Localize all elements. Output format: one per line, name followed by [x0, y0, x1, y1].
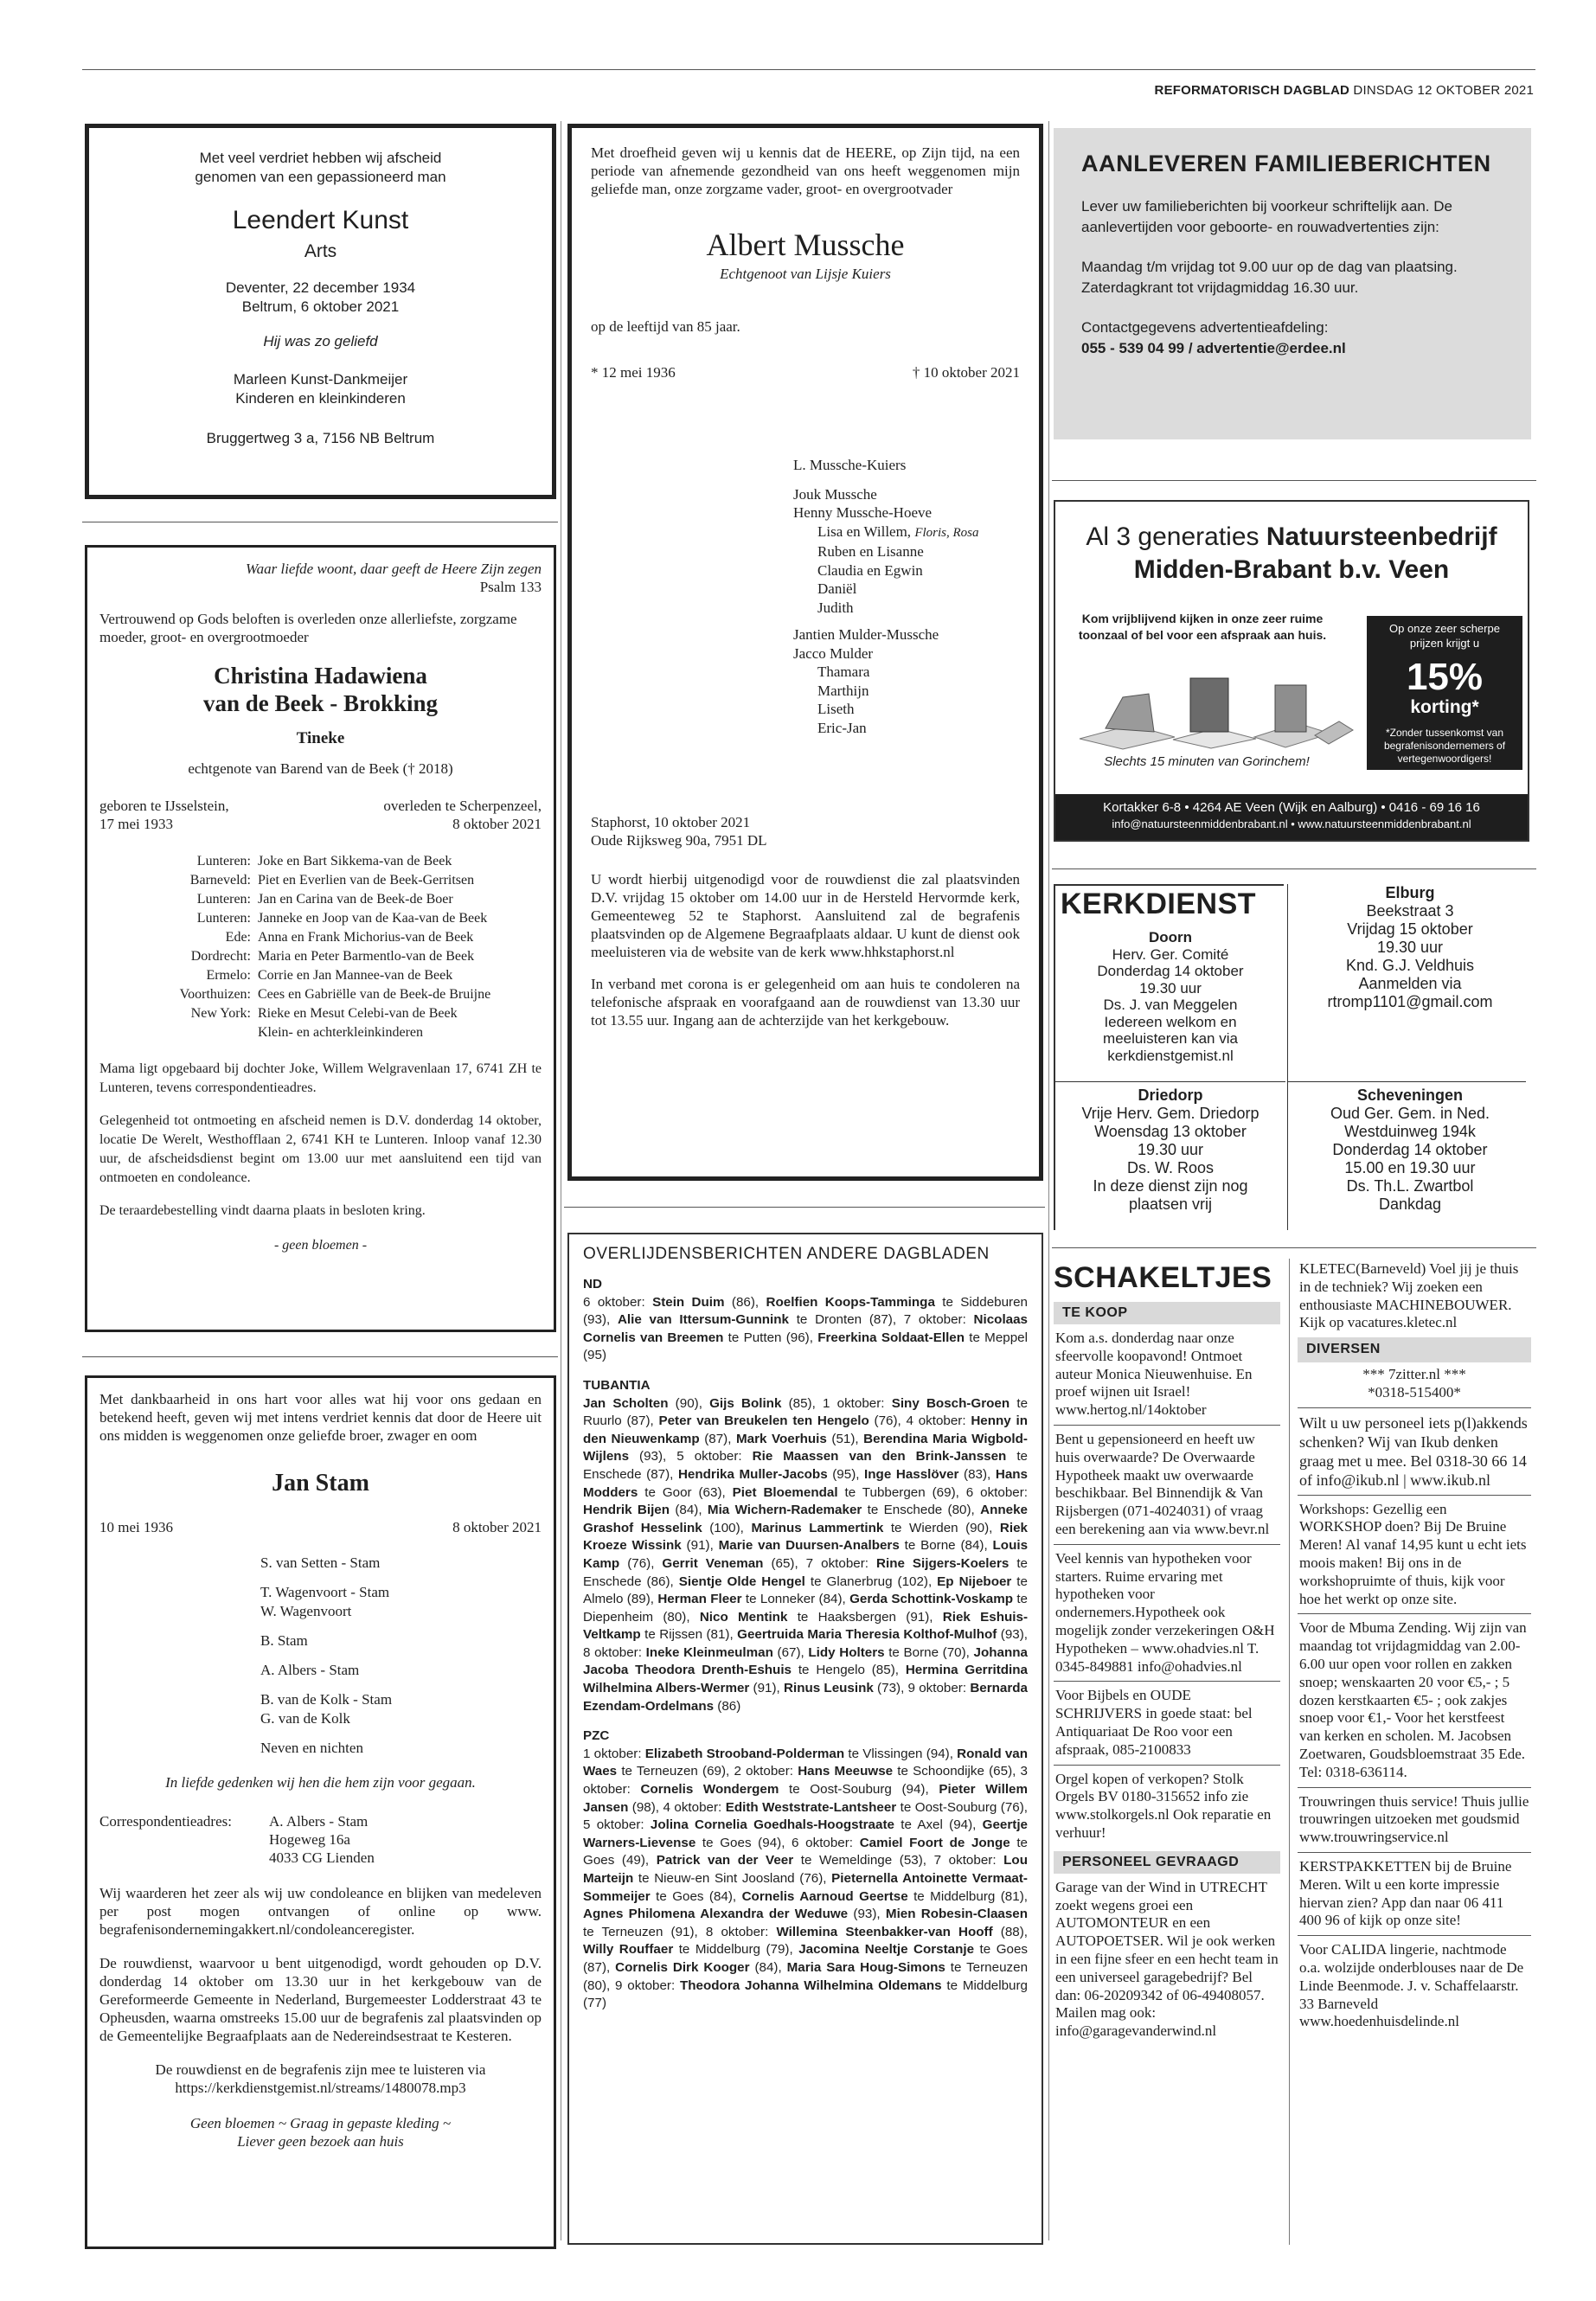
stam-closing-1: Geen bloemen ~ Graag in gepaste kleding ~	[189, 2115, 452, 2131]
zitter-ad-2: *0318-515400*	[1298, 1384, 1531, 1408]
diversen-header: DIVERSEN	[1298, 1337, 1531, 1362]
relative-place: Lunteren:	[196, 892, 251, 907]
obituary-detail: (90),	[668, 1395, 710, 1411]
hada-verse: Waar liefde woont, daar geeft de Heere Zijn zegen	[246, 561, 542, 577]
family-member: W. Wagenvoort	[260, 1603, 352, 1619]
family-member: G. van de Kolk	[260, 1710, 350, 1727]
family-line: Lisa en Willem, Floris, Rosa	[817, 522, 979, 540]
obituary-detail: 1 oktober:	[583, 1746, 645, 1761]
kerkdienst-scheveningen: Scheveningen Oud Ger. Gem. in Ned. Westduinweg 194k Donderdag 14 oktober 15.00 en 19.30 uur Ds. Th.L. Zwartbol Dankdag	[1330, 1086, 1490, 1213]
gravestones-image	[1071, 659, 1356, 750]
hada-intro: Vertrouwend op Gods beloften is overleden onze allerliefste, zorgzame moeder, groot- en overgrootmoeder	[99, 611, 517, 645]
mussche-place: Staphorst, 10 oktober 2021	[591, 814, 751, 830]
obituary-name: Piet Bloemendal	[732, 1484, 838, 1500]
obituary-detail: te Goes (49),	[583, 1835, 1028, 1868]
aanleveren-title: AANLEVEREN FAMILIEBERICHTEN	[1081, 151, 1491, 176]
stam-para-2: De rouwdienst, waarvoor u bent uitgenodigd, wordt gehouden op D.V. donderdag 14 oktober om 13.30 uur in het kerkgebouw van de Gereformeerde Gemeente in Nederland, Burgemeester Lodderstraat 43 te Opheusden, waarna omstreeks 15.00 uur de begrafenis zal plaatsvinden op de Gemeentelijke Begraafplaats aan de Nedereindsestraat te Kesteren.	[99, 1955, 542, 2044]
kerkdienst-driedorp: Driedorp Vrije Herv. Gem. Driedorp Woensdag 13 oktober 19.30 uur Ds. W. Roos In deze dienst zijn nog plaatsen vrij	[1081, 1086, 1259, 1213]
obituary-detail: te Diepenheim (80),	[583, 1592, 1029, 1625]
obituary-name: Bernarda Ezendam-Ordelmans	[583, 1681, 1028, 1714]
obituary-name: Hendrik Bijen	[583, 1503, 670, 1518]
kunst-family-2: Kinderen en kleinkinderen	[235, 390, 406, 407]
relative-place: Barneveld:	[189, 873, 251, 888]
personeel-header: PERSONEEL GEVRAAGD	[1054, 1851, 1280, 1874]
family-member: B. van de Kolk - Stam	[260, 1691, 393, 1708]
kunst-intro-2: genomen van een gepassioneerd man	[195, 169, 446, 185]
obituary-detail: te Enschede (86),	[583, 1555, 1028, 1589]
obituary-name: Hans Meeuwse	[798, 1764, 894, 1779]
family-member: B. Stam	[260, 1632, 308, 1649]
family-member: T. Wagenvoort - Stam	[260, 1584, 390, 1600]
mussche-age: op de leeftijd van 85 jaar.	[591, 318, 740, 335]
hada-died-2: 8 oktober 2021	[452, 816, 542, 832]
hada-born-1: geboren te IJsselstein,	[99, 798, 229, 814]
obituary-detail: (84),	[670, 1503, 708, 1518]
notice-leendert-kunst	[85, 124, 556, 499]
top-rule	[82, 69, 1535, 70]
hada-psalm: Psalm 133	[479, 579, 542, 595]
obituary-name: Inge Hasslöver	[864, 1466, 959, 1482]
obituary-detail: te Goor (63),	[638, 1484, 733, 1500]
hada-para-3: De teraardebestelling vindt daarna plaats in besloten kring.	[99, 1203, 426, 1218]
obituary-name: Camiel Foort de Jonge	[859, 1835, 1010, 1850]
relative-place: Ermelo:	[206, 968, 251, 983]
stam-closing-2: Liever geen bezoek aan huis	[237, 2133, 404, 2150]
kunst-born: Deventer, 22 december 1934	[225, 279, 416, 296]
obituary-name: Siny Bosch-Groen	[891, 1395, 1010, 1411]
schakeltjes-title: SCHAKELTJES	[1054, 1261, 1272, 1294]
obituary-name: Gerrit Veneman	[662, 1555, 764, 1571]
relative-place: Voorthuizen:	[179, 987, 251, 1002]
hada-para-1: Mama ligt opgebaard bij dochter Joke, Willem Welgravenlaan 17, 6741 ZH te Lunteren, tevens correspondentieadres.	[99, 1061, 542, 1095]
obituary-detail: (93), 5 oktober:	[629, 1449, 753, 1465]
obituary-name: Lidy Holters	[808, 1644, 885, 1660]
notice-jan-stam	[85, 1375, 556, 2249]
stam-memory: In liefde gedenken wij hen die hem zijn voor gegaan.	[165, 1774, 476, 1791]
ad-discount-pct: 15%	[1406, 656, 1484, 698]
aanleveren-p1: Lever uw familieberichten bij voorkeur schriftelijk aan. De aanlevertijden voor geboorte- en rouwadvertenties zijn:	[1081, 198, 1452, 235]
obituary-name: Maria Sara Houg-Simons	[786, 1959, 945, 1975]
kunst-family-1: Marleen Kunst-Dankmeijer	[233, 371, 408, 388]
obituary-detail: (87),	[699, 1431, 736, 1446]
obituary-source-heading: PZC	[583, 1728, 610, 1744]
ad-discount-intro: Op onze zeer scherpe prijzen krijgt u	[1389, 622, 1500, 650]
family-line: Jouk Mussche	[793, 485, 877, 503]
obituary-name: Gijs Bolink	[709, 1395, 782, 1411]
separator	[1052, 868, 1536, 869]
obituary-name: Hermina Gerritdina Wilhelmina Albers-Wermer	[583, 1663, 1028, 1696]
aanleveren-p2b: Zaterdagkrant tot vrijdagmiddag 16.30 uur.	[1081, 279, 1359, 296]
natuursteen-ad	[1054, 500, 1529, 842]
kerkdienst-box	[1054, 884, 1529, 1230]
obituary-name: Theodora Johanna Wilhelmina Oldemans	[680, 1977, 942, 1993]
obituary-detail: (67),	[772, 1644, 809, 1660]
col-separator-2	[1048, 121, 1049, 2240]
kunst-intro-1: Met veel verdriet hebben wij afscheid	[199, 150, 442, 166]
obituary-detail: te Glanerbrug (102),	[804, 1574, 938, 1589]
relative-names: Janneke en Joop van de Kaa-van de Beek	[258, 911, 488, 926]
family-line: Henny Mussche-Hoeve	[793, 504, 933, 521]
relative-names: Joke en Bart Sikkema-van de Beek	[258, 854, 452, 868]
ad-slogan: Slechts 15 minuten van Gorinchem!	[1104, 754, 1310, 769]
family-line: Liseth	[817, 701, 855, 717]
obituary-name: Hendrika Muller-Jacobs	[677, 1466, 828, 1482]
mussche-name: Albert Mussche	[706, 228, 905, 262]
obituary-detail: (93),	[848, 1907, 886, 1922]
obituary-name: Mia Wichern-Rademaker	[707, 1503, 862, 1518]
hada-name-2: van de Beek - Brokking	[202, 690, 439, 716]
separator	[82, 1356, 558, 1357]
kunst-title: Arts	[304, 241, 337, 261]
classified-ad: Bent u gepensioneerd en heeft uw huis overwaarde? De Overwaarde Hypotheek maakt uw overwaarde beschikbaar. Bel Binnendijk & Van Rijsbergen (071-4024031) of vraag een berekening aan via www.bevr.nl	[1054, 1426, 1280, 1545]
schakeltjes	[1054, 1259, 1531, 2253]
hada-spouse: echtgenote van Barend van de Beek († 2018)	[188, 760, 453, 777]
hada-relatives	[99, 852, 542, 1042]
obituary-detail: te Haaksbergen (91),	[787, 1609, 943, 1625]
separator	[1052, 480, 1536, 481]
obituary-name: Geertruida Maria Theresia Kolthof-Mulhof	[737, 1627, 997, 1643]
family-member: S. van Setten - Stam	[260, 1554, 381, 1571]
obituary-detail: te Enschede (87),	[583, 1449, 1029, 1482]
relative-place: Lunteren:	[196, 854, 251, 868]
obituary-name: Willemina Steenbakker-van Hooff	[776, 1924, 993, 1939]
obituary-name: Marinus Lammertink	[751, 1520, 884, 1535]
obituary-name: Rine Sijgers-Koelers	[876, 1555, 1010, 1571]
obituary-name: Sientje Olde Hengel	[678, 1574, 805, 1589]
relative-place: Ede:	[225, 930, 251, 945]
hada-died-1: overleden te Scherpenzeel,	[383, 798, 542, 814]
obituary-detail: te Vlissingen (94),	[844, 1746, 958, 1761]
obituary-detail: (86),	[724, 1294, 766, 1310]
classified-ad: KLETEC(Barneveld) Voel jij je thuis in de techniek? Wij zoeken een enthousiaste MACHINEBOUWER. Kijk op vacatures.kletec.nl	[1299, 1260, 1519, 1331]
relative-names: Jan en Carina van de Beek-de Boer	[258, 892, 453, 907]
obituary-detail: (91),	[749, 1681, 785, 1696]
obituary-detail: te Terneuzen (80), 9 oktober:	[583, 1959, 1029, 1993]
obituary-name: Ronald van Waes	[583, 1746, 1028, 1779]
paper-date: DINSDAG 12 OKTOBER 2021	[1353, 83, 1534, 98]
notice-albert-mussche	[567, 124, 1043, 1181]
obituary-detail: (76), 4 oktober:	[869, 1413, 971, 1429]
obituary-detail: te Putten (96),	[723, 1330, 818, 1345]
classified-ad: Garage van der Wind in UTRECHT zoekt wegens groei een AUTOMONTEUR en een AUTOPOETSER. Wil je ook werken in een fijne sfeer en een hecht team in een universeel garagebedrijf? Bel dan: 06-20209342 of 06-49408057. Mailen mag ook: info@garagevanderwind.nl	[1055, 1878, 1279, 2040]
kunst-name: Leendert Kunst	[232, 206, 409, 234]
obituary-name: Ineke Kleinmeulman	[645, 1644, 773, 1660]
relative-place	[99, 1023, 251, 1042]
corr-label: Correspondentieadres:	[99, 1813, 232, 1830]
obituary-detail: (93), 8 oktober:	[583, 1627, 1028, 1660]
family-line: Jacco Mulder	[793, 644, 874, 662]
stam-correspondence	[99, 1812, 542, 1867]
classified-ad: Workshops: Gezellig een WORKSHOP doen? Bij De Bruine Meren! Al vanaf 14,95 kunt u echt iets moois maken! Bij ons in de workshopruimte of thuis, kijk voor hoe het werkt op onze site.	[1298, 1496, 1531, 1615]
obituary-detail: (51),	[826, 1431, 864, 1446]
obituary-name: Anneke Grashof Hesselink	[583, 1503, 1028, 1535]
corr-line: Hogeweg 16a	[269, 1831, 350, 1848]
obituary-detail: te Ruurlo (87),	[583, 1395, 1029, 1429]
obituary-name: Jolina Cornelia Goedhals-Hoogstraate	[650, 1817, 894, 1833]
relative-place: Lunteren:	[196, 911, 251, 926]
family-line: Marthijn	[817, 682, 869, 699]
overlijdensberichten-box	[567, 1233, 1043, 2245]
obituary-detail: te Nieuw-en Sint Joosland (76),	[633, 1871, 832, 1886]
ad-discount-label: korting*	[1410, 697, 1479, 717]
obituary-name: Louis Kamp	[583, 1538, 1029, 1571]
obituary-name: Mien Robesin-Claasen	[885, 1907, 1029, 1922]
obituary-name: Pieternella Antoinette Vermaat-Sommeijer	[583, 1871, 1028, 1904]
obituary-detail: te Dronten (87), 7 oktober:	[788, 1312, 974, 1328]
obituary-detail: te Oost-Souburg (94),	[779, 1782, 939, 1798]
page-header	[1155, 83, 1534, 98]
obituary-detail: te Almelo (89),	[583, 1574, 1028, 1607]
aanleveren-p2a: Maandag t/m vrijdag tot 9.00 uur op de dag van plaatsing.	[1081, 259, 1458, 275]
family-member: Neven en nichten	[260, 1740, 363, 1756]
relative-names: Maria en Peter Barmentlo-van de Beek	[258, 949, 475, 964]
obituary-name: Marie van Duursen-Analbers	[718, 1538, 900, 1554]
obituary-detail: te Middelburg (79),	[673, 1942, 799, 1958]
family-line: L. Mussche-Kuiers	[793, 457, 907, 473]
obituary-detail: te Tubbergen (69), 6 oktober:	[837, 1484, 1029, 1500]
obituary-detail: te Goes (94), 6 oktober:	[695, 1835, 860, 1850]
family-line: Jantien Mulder-Mussche	[793, 626, 939, 643]
ad-address: Kortakker 6-8 • 4264 AE Veen (Wijk en Aalburg) • 0416 - 69 16 16	[1103, 800, 1480, 815]
ad-discount-note: *Zonder tussenkomst van begrafenisondernemers of vertegenwoordigers!	[1383, 727, 1506, 765]
obituary-name: Riek Eshuis-Veltkamp	[583, 1609, 1028, 1643]
mussche-para-1: U wordt hierbij uitgenodigd voor de rouwdienst die zal plaatsvinden D.V. vrijdag 15 oktober om 14.00 uur in de Hersteld Hervormde kerk, Gemeenteweg 52 te Staphorst. Aansluitend zal de begrafenis plaatsvinden op de Algemene Begraafplaats aldaar. U kunt de dienst ook meeluisteren via de website van de kerk www.hhkstaphorst.nl	[591, 871, 1020, 960]
paper-name: REFORMATORISCH DAGBLAD	[1154, 83, 1350, 98]
obituary-detail: te Middelburg (77)	[583, 1977, 1028, 2011]
obituary-detail: (65), 7 oktober:	[763, 1555, 876, 1571]
obituary-detail: (86)	[714, 1698, 741, 1714]
obituary-detail: te Borne (70),	[884, 1644, 974, 1660]
kunst-address: Bruggertweg 3 a, 7156 NB Beltrum	[206, 430, 435, 446]
obituary-name: Edith Weststrate-Lantsheer	[725, 1799, 897, 1815]
classified-ad: KERSTPAKKETTEN bij de Bruine Meren. Wilt u een korte impressie hiervan zien? App dan naar 06 411 400 96 of kijk op onze site!	[1298, 1853, 1531, 1936]
obituary-detail: te Lonneker (84),	[741, 1592, 850, 1607]
kunst-died: Beltrum, 6 oktober 2021	[241, 298, 400, 315]
obituary-source-heading: ND	[583, 1277, 602, 1292]
obituary-detail: te Siddeburen (93),	[583, 1294, 1028, 1328]
corr-line: A. Albers - Stam	[269, 1813, 369, 1830]
obituary-name: Nico Mentink	[699, 1609, 788, 1625]
obituary-name: Stein Duim	[652, 1294, 725, 1310]
obituary-name: Johanna Jacoba Theodora Drenth-Eshuis	[583, 1644, 1028, 1678]
obituary-name: Elizabeth Strooband-Polderman	[644, 1746, 845, 1761]
obituary-name: Geertje Warners-Lievense	[583, 1817, 1028, 1850]
relative-place: New York:	[190, 1006, 251, 1021]
obituary-name: Ep Nijeboer	[937, 1574, 1012, 1589]
ad-headline-1: Al 3 generaties Natuursteenbedrijf	[1086, 522, 1497, 551]
aanleveren-box	[1054, 128, 1531, 439]
mussche-para-2: In verband met corona is er gelegenheid om aan huis te condoleren na telefonische afspraak en voorafgaand aan de rouwdienst van 13.30 uur tot 13.55 uur. Ingang aan de achterzijde van het kerkgebouw.	[591, 976, 1020, 1029]
obituary-detail: (88),	[992, 1924, 1029, 1939]
stam-intro: Met dankbaarheid in ons hart voor alles wat hij voor ons gedaan en betekend heeft, geven wij met intens verdriet kennis dat door de Heere uit ons midden is weggenomen onze geliefde broer, zwager en oom	[99, 1391, 542, 1444]
stam-died: 8 oktober 2021	[452, 1519, 542, 1535]
obituary-name: Freerkina Soldaat-Ellen	[817, 1330, 965, 1345]
ad-discount-box	[1367, 616, 1522, 770]
obituary-detail: te Meppel (95)	[583, 1330, 1028, 1363]
relative-names: Piet en Everlien van de Beek-Gerritsen	[258, 873, 475, 888]
separator	[564, 1207, 1045, 1208]
obituary-name: Riek Kroeze Wissink	[583, 1520, 1028, 1554]
family-line: Judith	[817, 599, 854, 616]
obituary-detail: te Wemeldinge (53), 7 oktober:	[793, 1853, 1004, 1868]
separator	[1052, 1247, 1536, 1248]
aanleveren-contact[interactable]: 055 - 539 04 99 / advertentie@erdee.nl	[1081, 340, 1346, 356]
stam-family	[260, 1554, 542, 1758]
overlijden-body	[583, 1276, 1028, 2013]
obituary-detail: te Oost-Souburg (76), 5 oktober:	[583, 1799, 1029, 1833]
classified-ad: Voor de Mbuma Zending. Wij zijn van maandag tot vrijdagmiddag van 2.00-6.00 uur open voor rollen en zakken snoep; wenskaarten 20 voor €5,- ; 5 dozen kerstkaarten €5- ; ook zakjes snoep voor €1,- Voor het kerstfeest van kerken en scholen. M. Jacobsen Zoetwaren, Goudsbloemstraat 35 Ede. Tel: 0318-636114.	[1298, 1614, 1531, 1787]
mussche-intro: Met droefheid geven wij u kennis dat de HEERE, op Zijn tijd, na een periode van afnemende gezondheid van ons heeft weggenomen mijn geliefde man, onze zorgzame vader, groot- en overgrootvader	[591, 144, 1020, 197]
obituary-detail: (73), 9 oktober:	[873, 1681, 971, 1696]
relative-names: Klein- en achterkleinkinderen	[258, 1025, 424, 1040]
overlijden-title: OVERLIJDENSBERICHTEN ANDERE DAGBLADEN	[583, 1245, 990, 1263]
obituary-detail: te Axel (94),	[894, 1817, 983, 1833]
family-member: A. Albers - Stam	[260, 1662, 360, 1678]
notice-christina-hadawiena	[85, 545, 556, 1332]
mussche-born: * 12 mei 1936	[591, 364, 676, 381]
stam-para-3: De rouwdienst en de begrafenis zijn mee te luisteren via https://kerkdienstgemist.nl/streams/1480078.mp3	[155, 2061, 486, 2096]
obituary-name: Rie Maassen van den Brink-Janssen	[752, 1449, 1007, 1465]
mussche-spouse: Echtgenoot van Lijsje Kuiers	[720, 266, 891, 282]
obituary-name: Cornelis Dirk Kooger	[615, 1959, 750, 1975]
obituary-detail: te Middelburg (81),	[907, 1888, 1028, 1904]
ad-headline-2: Midden-Brabant b.v. Veen	[1133, 555, 1450, 584]
obituary-detail: te Hengelo (85),	[792, 1663, 906, 1678]
kerkdienst-elburg: Elburg Beekstraat 3 Vrijdag 15 oktober 19.30 uur Knd. G.J. Veldhuis Aanmelden via rtromp1101@gmail.com	[1327, 884, 1493, 1010]
obituary-name: Lou Marteijn	[583, 1853, 1028, 1886]
zitter-ad-1: *** 7zitter.nl ***	[1362, 1365, 1466, 1382]
obituary-detail: (84),	[749, 1959, 787, 1975]
hada-born-2: 17 mei 1933	[99, 816, 173, 832]
classified-ad: Trouwringen thuis service! Thuis jullie trouwringen uitzoeken met goudsmid www.trouwringservice.nl	[1298, 1788, 1531, 1853]
hada-nick: Tineke	[296, 729, 345, 747]
relative-names: Rieke en Mesut Celebi-van de Beek	[258, 1006, 458, 1021]
obituary-detail: te Goes (84),	[650, 1888, 742, 1904]
relative-names: Cees en Gabriëlle van de Beek-de Bruijne	[258, 987, 491, 1002]
obituary-name: Patrick van der Veer	[656, 1853, 794, 1868]
corr-line: 4033 CG Lienden	[269, 1849, 375, 1866]
hada-no-flowers: - geen bloemen -	[273, 1238, 368, 1253]
relative-names: Anna en Frank Michorius-van de Beek	[258, 930, 474, 945]
obituary-detail: te Terneuzen (91), 8 oktober:	[583, 1924, 777, 1939]
hada-para-2: Gelegenheid tot ontmoeting en afscheid nemen is D.V. donderdag 14 oktober, locatie De Werelt, Westhofflaan 2, 6741 KH te Lunteren. Inloop vanaf 12.30 uur, de afscheidsdienst begint om 13.00 uur met aansluitend een tijd van ontmoeten en condoleance.	[99, 1113, 542, 1185]
obituary-name: Mark Voerhuis	[735, 1431, 827, 1446]
obituary-detail: te Enschede (80),	[862, 1503, 981, 1518]
mussche-family	[793, 456, 1020, 737]
classified-ad: Voor Bijbels en OUDE SCHRIJVERS in goede staat: bel Antiquariaat De Roo voor een afspraak, 085-2100833	[1054, 1682, 1280, 1765]
stam-born: 10 mei 1936	[99, 1519, 173, 1535]
obituary-name: Cornelis Wondergem	[640, 1782, 779, 1798]
classified-ad: Orgel kopen of verkopen? Stolk Orgels BV 0180-315652 info zie www.stolkorgels.nl Ook reparatie en verhuur!	[1055, 1770, 1272, 1841]
relative-names: Corrie en Jan Mannee-van de Beek	[258, 968, 453, 983]
obituary-detail: te Rijssen (81),	[640, 1627, 738, 1643]
obituary-name: Henny in den Nieuwenkamp	[583, 1413, 1028, 1446]
ad-left-text: Kom vrijblijvend kijken in onze zeer ruime toonzaal of bel voor een afspraak aan huis.	[1078, 612, 1327, 642]
obituary-detail: (85), 1 oktober:	[781, 1395, 892, 1411]
obituary-detail: te Borne (84),	[899, 1538, 993, 1554]
obituary-name: Cornelis Aarnoud Geertse	[741, 1888, 908, 1904]
obituary-source-list	[583, 1395, 1028, 1716]
obituary-detail: (76),	[619, 1555, 663, 1571]
obituary-name: Jacomina Neeltje Corstanje	[798, 1942, 975, 1958]
mussche-died: † 10 oktober 2021	[912, 364, 1020, 381]
obituary-detail: (95),	[827, 1466, 865, 1482]
family-line: Daniël	[817, 580, 857, 597]
obituary-name: Hans Modders	[583, 1466, 1028, 1500]
obituary-name: Peter van Breukelen ten Hengelo	[658, 1413, 869, 1429]
obituary-detail: te Schoondijke (65), 3 oktober:	[583, 1764, 1028, 1798]
aanleveren-p3: Contactgegevens advertentieafdeling:	[1081, 319, 1329, 336]
tekoop-header: TE KOOP	[1054, 1302, 1280, 1324]
family-line: Ruben en Lisanne	[817, 543, 924, 560]
ad-web[interactable]: info@natuursteenmiddenbrabant.nl • www.natuursteenmiddenbrabant.nl	[1112, 817, 1471, 830]
obituary-name: Rinus Leusink	[784, 1681, 874, 1696]
obituary-source-heading: TUBANTIA	[583, 1377, 651, 1393]
obituary-source-list	[583, 1294, 1028, 1365]
obituary-name: Herman Fleer	[657, 1592, 742, 1607]
kerkdienst-title: KERKDIENST	[1061, 888, 1257, 920]
family-line: Claudia en Egwin	[817, 561, 923, 579]
stam-name: Jan Stam	[272, 1470, 369, 1497]
obituary-detail: (98), 4 oktober:	[628, 1799, 726, 1815]
obituary-name: Roelfien Koops-Tamminga	[766, 1294, 935, 1310]
mussche-address: Oude Rijksweg 90a, 7951 DL	[591, 832, 767, 849]
family-line: Thamara	[817, 663, 870, 680]
obituary-detail: (100),	[702, 1520, 752, 1535]
obituary-name: Willy Rouffaer	[583, 1942, 674, 1958]
obituary-detail: (91),	[681, 1538, 719, 1554]
ad-footer	[1055, 794, 1528, 840]
obituary-detail: 6 oktober:	[583, 1294, 653, 1310]
family-line: Eric-Jan	[817, 719, 867, 736]
kerkdienst-doorn: Doorn Herv. Ger. Comité Donderdag 14 oktober 19.30 uur Ds. J. van Meggelen Iedereen welkom en meeluisteren kan via kerkdienstgemist.nl	[1097, 929, 1244, 1064]
obituary-name: Nicolaas Cornelis van Breemen	[583, 1312, 1029, 1345]
obituary-detail: (83),	[958, 1466, 996, 1482]
obituary-detail: te Wierden (90),	[883, 1520, 1000, 1535]
obituary-name: Gerda Schottink-Voskamp	[849, 1592, 1013, 1607]
classified-ad: Wilt u uw personeel iets p(l)akkends schenken? Wij van Ikub denken graag met u mee. Bel 0318-30 66 14 of info@ikub.nl | www.ikub.nl	[1298, 1408, 1531, 1496]
obituary-name: Pieter Willem Jansen	[583, 1782, 1028, 1815]
classified-ad: Kom a.s. donderdag naar onze sfeervolle koopavond! Ontmoet auteur Monica Nieuwenhuise. En proef wijnen uit Israel! www.hertog.nl/14oktober	[1054, 1324, 1280, 1426]
hada-name-1: Christina Hadawiena	[214, 663, 427, 689]
obituary-name: Agnes Philomena Alexandra der Weduwe	[583, 1907, 849, 1922]
obituary-name: Alie van Ittersum-Gunnink	[617, 1312, 789, 1328]
classified-ad: Voor CALIDA lingerie, nachtmode o.a. wolzijde onderblouses naar de De Linde Beenmode. J. v. Schaffelaarstr. 33 Barneveld www.hoedenhuisdelinde.nl	[1299, 1941, 1524, 2030]
obituary-detail: te Terneuzen (69), 2 oktober:	[617, 1764, 798, 1779]
obituary-detail: te Goes (87),	[583, 1942, 1029, 1975]
obituary-name: Jan Scholten	[583, 1395, 669, 1411]
relative-place: Dordrecht:	[190, 949, 251, 964]
obituary-source-list	[583, 1746, 1028, 2013]
kunst-quote: Hij was zo geliefd	[263, 333, 378, 349]
stam-para-1: Wij waarderen het zeer als wij uw condoleance en blijken van medeleven per post mogen ontvangen of online op www. begrafenisondernemingakkert.nl/condoleanceregister.	[99, 1885, 542, 1938]
obituary-name: Berendina Maria Wigbold-Wijlens	[583, 1431, 1028, 1465]
classified-ad: Veel kennis van hypotheken voor starters. Ruime ervaring met hypotheken voor ondernemers.Hypotheek ook mogelijk zonder verzekeringen O&H Hypotheken – www.ohadvies.nl T. 0345-849881 info@ohadvies.nl	[1054, 1545, 1280, 1682]
